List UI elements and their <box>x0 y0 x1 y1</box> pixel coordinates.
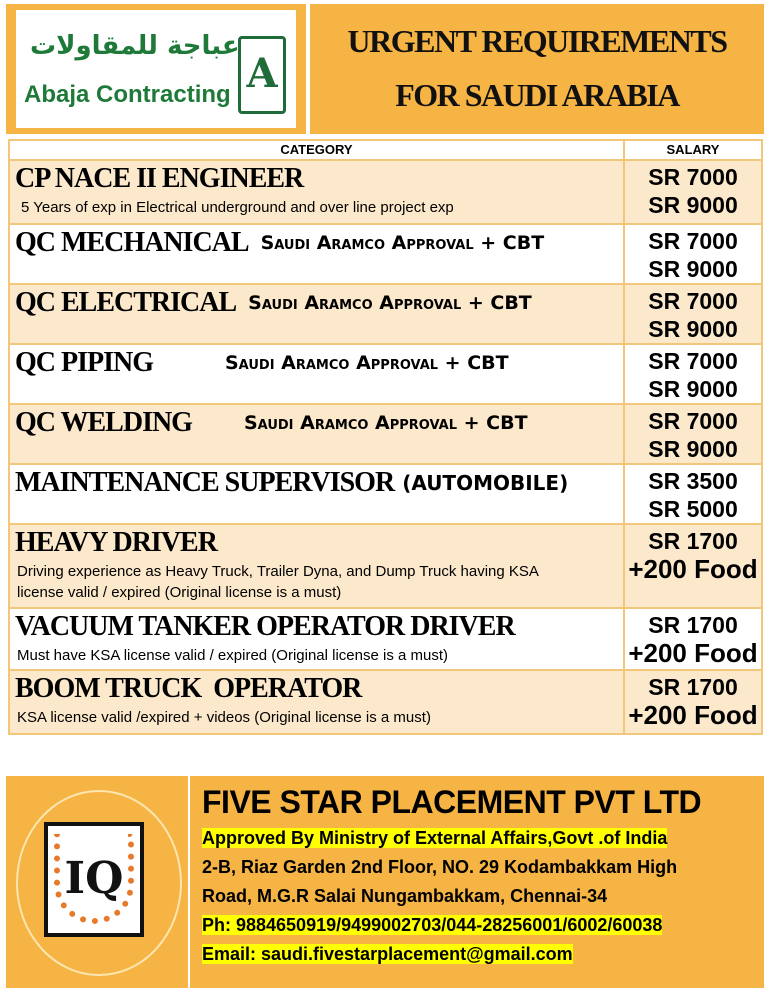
table-row <box>10 161 761 225</box>
salary: SR 1700 <box>648 612 738 638</box>
header <box>0 0 768 138</box>
abaja-logo <box>6 4 306 134</box>
approval-text: Approved By Ministry of External Affairs,Govt .of India <box>202 828 668 848</box>
salary: SR 3500 <box>648 468 738 494</box>
job-suffix: (AUTOMOBILE) <box>402 471 569 495</box>
job-title: QC WELDING <box>15 407 192 438</box>
salary: SR 9000 <box>648 192 738 218</box>
address-line-2: Road, M.G.R Salai Nungambakkam, Chennai-34 <box>202 886 608 906</box>
logo-english: Abaja Contracting <box>24 81 231 108</box>
table-header <box>10 141 761 161</box>
salary: SR 9000 <box>648 376 738 402</box>
agency-footer <box>4 774 766 990</box>
category-header: CATEGORY <box>10 141 625 159</box>
address-line-1: 2-B, Riaz Garden 2nd Floor, NO. 29 Kodambakkam High <box>202 857 678 877</box>
jobs-table <box>8 139 763 735</box>
salary: SR 9000 <box>648 256 738 282</box>
job-desc: Driving experience as Heavy Truck, Trailer Dyna, and Dump Truck having KSA <box>17 563 539 580</box>
title-line-1: URGENT REQUIREMENTS <box>347 23 727 59</box>
logo-arabic: عباجة للمقاولات <box>30 31 240 61</box>
salary: SR 7000 <box>648 348 738 374</box>
job-note: Saudi Aramco Approval + CBT <box>248 292 532 314</box>
job-title: CP NACE II ENGINEER <box>15 163 304 194</box>
salary: +200 Food <box>628 554 758 584</box>
salary: SR 5000 <box>648 496 738 522</box>
salary: SR 7000 <box>648 408 738 434</box>
table-row <box>10 285 761 345</box>
job-title: QC ELECTRICAL <box>15 287 237 318</box>
job-desc: Must have KSA license valid / expired (Original license is a must) <box>17 647 449 664</box>
salary: +200 Food <box>628 700 758 730</box>
company-name: FIVE STAR PLACEMENT PVT LTD <box>202 784 702 820</box>
salary: SR 9000 <box>648 436 738 462</box>
phone-numbers: Ph: 9884650919/9499002703/044-28256001/6002/60038 <box>202 915 663 935</box>
job-note: Saudi Aramco Approval + CBT <box>260 232 545 254</box>
job-title: MAINTENANCE SUPERVISOR <box>15 467 395 498</box>
salary: SR 7000 <box>648 164 738 190</box>
title-line-2: FOR SAUDI ARABIA <box>395 77 679 113</box>
abaja-emblem-icon: A <box>238 36 286 114</box>
table-row <box>10 525 761 609</box>
table-row <box>10 465 761 525</box>
agency-logo <box>6 776 190 988</box>
logo-letters: IQ <box>64 853 124 904</box>
salary: +200 Food <box>628 638 758 668</box>
job-title: BOOM TRUCK OPERATOR <box>15 673 362 704</box>
wreath-logo-icon <box>44 822 144 937</box>
salary-header: SALARY <box>666 142 720 157</box>
job-note: Saudi Aramco Approval + CBT <box>225 352 509 374</box>
salary: SR 7000 <box>648 228 738 254</box>
salary: SR 1700 <box>648 674 738 700</box>
job-note: Saudi Aramco Approval + CBT <box>243 412 528 434</box>
email-address[interactable]: Email: saudi.fivestarplacement@gmail.com <box>202 944 573 964</box>
job-title: VACUUM TANKER OPERATOR DRIVER <box>15 611 515 642</box>
job-desc: 5 Years of exp in Electrical underground and over line project exp <box>21 199 454 216</box>
job-title: QC MECHANICAL <box>15 227 249 258</box>
job-desc: KSA license valid /expired + videos (Original license is a must) <box>17 709 431 726</box>
table-row <box>10 609 761 671</box>
job-title: HEAVY DRIVER <box>15 527 217 558</box>
salary: SR 1700 <box>648 528 738 554</box>
table-row <box>10 225 761 285</box>
page-title <box>310 4 764 134</box>
table-row <box>10 405 761 465</box>
job-title: QC PIPING <box>15 347 153 378</box>
table-row <box>10 345 761 405</box>
table-row <box>10 671 761 733</box>
salary: SR 7000 <box>648 288 738 314</box>
job-desc: license valid / expired (Original license is a must) <box>17 584 342 601</box>
salary: SR 9000 <box>648 316 738 342</box>
